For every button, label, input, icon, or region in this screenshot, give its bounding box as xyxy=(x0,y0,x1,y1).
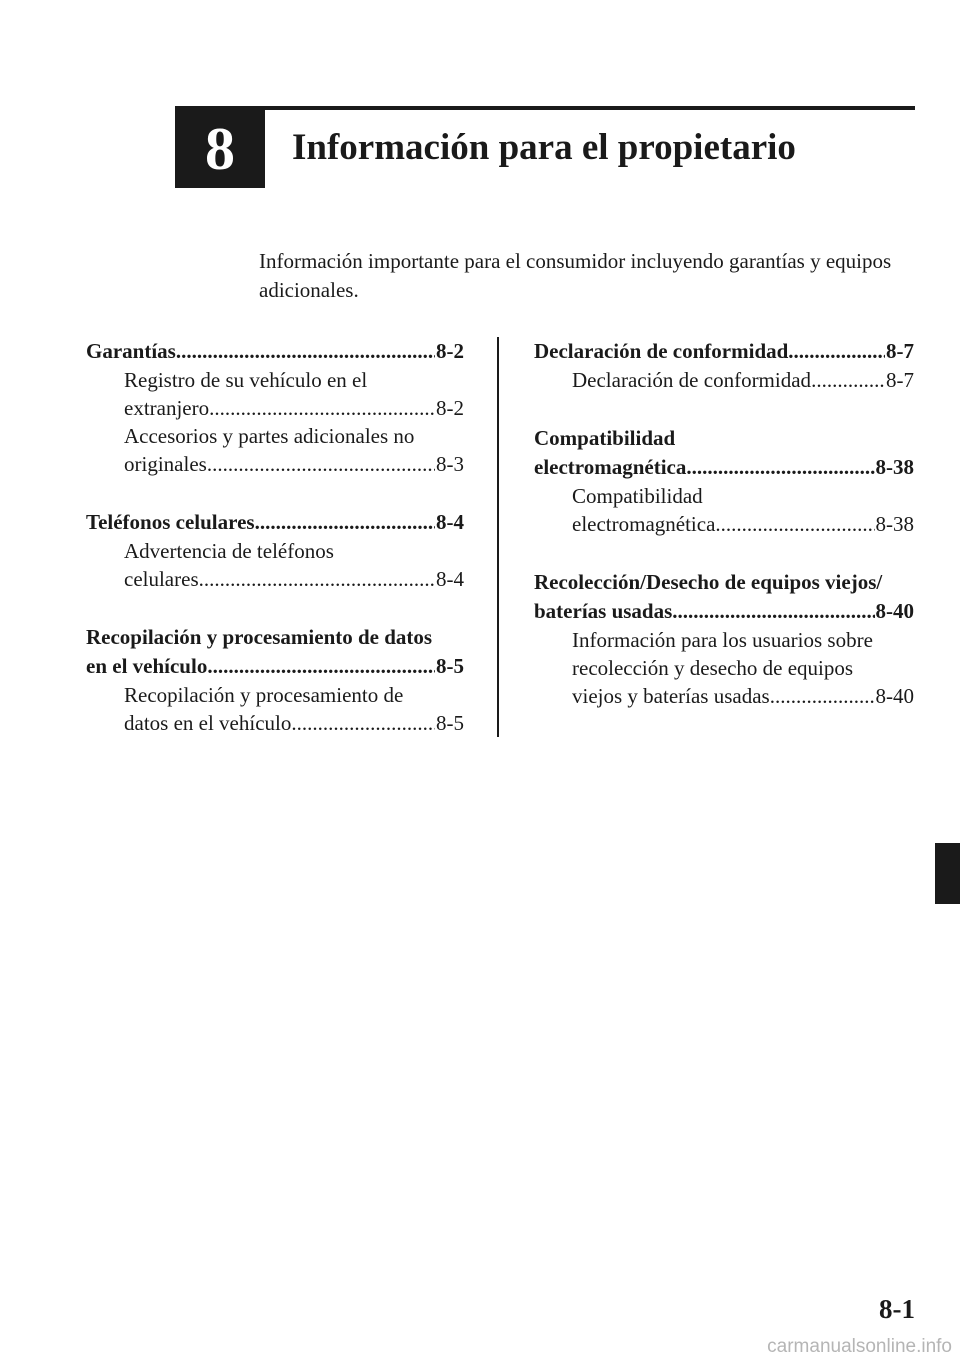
page-ref: 8-3 xyxy=(436,452,464,476)
toc-entry-line-text: electromagnética xyxy=(572,512,716,536)
dot-leader xyxy=(207,652,435,681)
toc-heading-text: Recopilación y procesamiento de datos xyxy=(86,625,433,649)
page-number: 8-1 xyxy=(879,1294,915,1324)
toc-entry-line xyxy=(572,626,914,654)
header-rule xyxy=(175,106,915,110)
toc-entry-line-text: datos en el vehículo xyxy=(124,711,292,735)
toc-section xyxy=(534,568,914,710)
toc-entry-line-text: celulares xyxy=(124,567,199,591)
toc-heading-text: en el vehículo xyxy=(86,654,208,678)
toc-heading-line xyxy=(86,508,464,537)
toc-section xyxy=(86,623,464,737)
dot-leader xyxy=(291,709,435,737)
toc-entry-line xyxy=(572,366,914,394)
toc-entry[interactable] xyxy=(86,537,464,593)
chapter-title: Información para el propietario xyxy=(292,127,796,168)
page-ref: 8-4 xyxy=(436,510,464,534)
page-ref: 8-7 xyxy=(886,368,914,392)
dot-leader xyxy=(672,597,874,626)
toc-entry[interactable] xyxy=(534,626,914,710)
dot-leader xyxy=(176,337,435,366)
toc-section xyxy=(534,337,914,394)
toc-entry[interactable] xyxy=(86,366,464,422)
page-ref: 8-38 xyxy=(875,455,914,479)
watermark: carmanualsonline.info xyxy=(767,1336,952,1357)
page-ref: 8-4 xyxy=(436,567,464,591)
toc-entry-line-text: Accesorios y partes adicionales no xyxy=(124,424,415,448)
dot-leader xyxy=(811,366,885,394)
dot-leader xyxy=(788,337,885,366)
toc-entry-line-text: Compatibilidad xyxy=(572,484,703,508)
toc-heading-text: Garantías xyxy=(86,339,176,363)
toc-heading[interactable] xyxy=(534,568,914,626)
toc-heading-line xyxy=(534,597,914,626)
toc-entry[interactable] xyxy=(534,366,914,394)
toc-heading-line xyxy=(534,453,914,482)
page-ref: 8-5 xyxy=(436,654,464,678)
toc-left-column xyxy=(86,337,464,767)
toc-heading-text: baterías usadas xyxy=(534,599,673,623)
toc-heading-text: Teléfonos celulares xyxy=(86,510,255,534)
toc-heading-text: Declaración de conformidad xyxy=(534,339,789,363)
toc-entry-line-text: viejos y baterías usadas xyxy=(572,684,770,708)
toc-entry-line xyxy=(572,654,914,682)
toc-entry-line-text: recolección y desecho de equipos xyxy=(572,656,854,680)
toc-section xyxy=(534,424,914,538)
toc-entry[interactable] xyxy=(534,482,914,538)
toc-heading[interactable] xyxy=(86,508,464,537)
toc-heading[interactable] xyxy=(534,424,914,482)
toc-heading-text: Compatibilidad xyxy=(534,426,676,450)
chapter-thumb-tab xyxy=(935,843,960,904)
toc-entry-line xyxy=(572,482,914,510)
page-ref: 8-2 xyxy=(436,339,464,363)
chapter-intro: Información importante para el consumidor incluyendo garantías y equipos adicionales. xyxy=(259,249,892,302)
page-ref: 8-40 xyxy=(875,599,914,623)
toc-right-column xyxy=(534,337,914,740)
page-ref: 8-40 xyxy=(875,684,914,708)
toc-heading[interactable] xyxy=(86,337,464,366)
toc-entry-line xyxy=(124,366,464,394)
dot-leader xyxy=(207,450,435,478)
toc-heading[interactable] xyxy=(534,337,914,366)
toc-entry-line xyxy=(124,394,464,422)
toc-heading-line xyxy=(86,623,464,652)
toc-entry-line-text: originales xyxy=(124,452,207,476)
toc-entry[interactable] xyxy=(86,681,464,737)
toc-heading-line xyxy=(86,652,464,681)
toc-entry-line-text: Declaración de conformidad xyxy=(572,368,812,392)
toc-heading-line xyxy=(534,424,914,453)
dot-leader xyxy=(770,682,875,710)
toc-entry-line xyxy=(124,450,464,478)
toc-heading[interactable] xyxy=(86,623,464,681)
toc-entry-line-text: extranjero xyxy=(124,396,210,420)
toc-entry-line-text: Recopilación y procesamiento de xyxy=(124,683,404,707)
chapter-number-box xyxy=(175,110,265,188)
toc-entry-line-text: Advertencia de teléfonos xyxy=(124,539,334,563)
toc-entry-line xyxy=(572,510,914,538)
toc-section xyxy=(86,337,464,478)
toc-entry-line xyxy=(124,709,464,737)
toc-entry-line xyxy=(124,565,464,593)
dot-leader xyxy=(209,394,435,422)
toc-heading-line xyxy=(534,337,914,366)
toc-entry-line-text: Información para los usuarios sobre xyxy=(572,628,873,652)
toc-section xyxy=(86,508,464,593)
page-ref: 8-5 xyxy=(436,711,464,735)
page-ref: 8-2 xyxy=(436,396,464,420)
toc-heading-text: electromagnética xyxy=(534,455,687,479)
dot-leader xyxy=(255,508,435,537)
toc-heading-line xyxy=(534,568,914,597)
column-divider xyxy=(497,337,499,737)
dot-leader xyxy=(199,565,435,593)
dot-leader xyxy=(686,453,874,482)
toc-entry-line-text: Registro de su vehículo en el xyxy=(124,368,368,392)
toc-heading-text: Recolección/Desecho de equipos viejos/ xyxy=(534,570,883,594)
toc-entry[interactable] xyxy=(86,422,464,478)
page-ref: 8-7 xyxy=(886,339,914,363)
toc-entry-line xyxy=(572,682,914,710)
dot-leader xyxy=(715,510,874,538)
toc-entry-line xyxy=(124,681,464,709)
toc-entry-line xyxy=(124,422,464,450)
page-ref: 8-38 xyxy=(875,512,914,536)
toc-entry-line xyxy=(124,537,464,565)
chapter-number: 8 xyxy=(205,115,235,182)
toc-heading-line xyxy=(86,337,464,366)
